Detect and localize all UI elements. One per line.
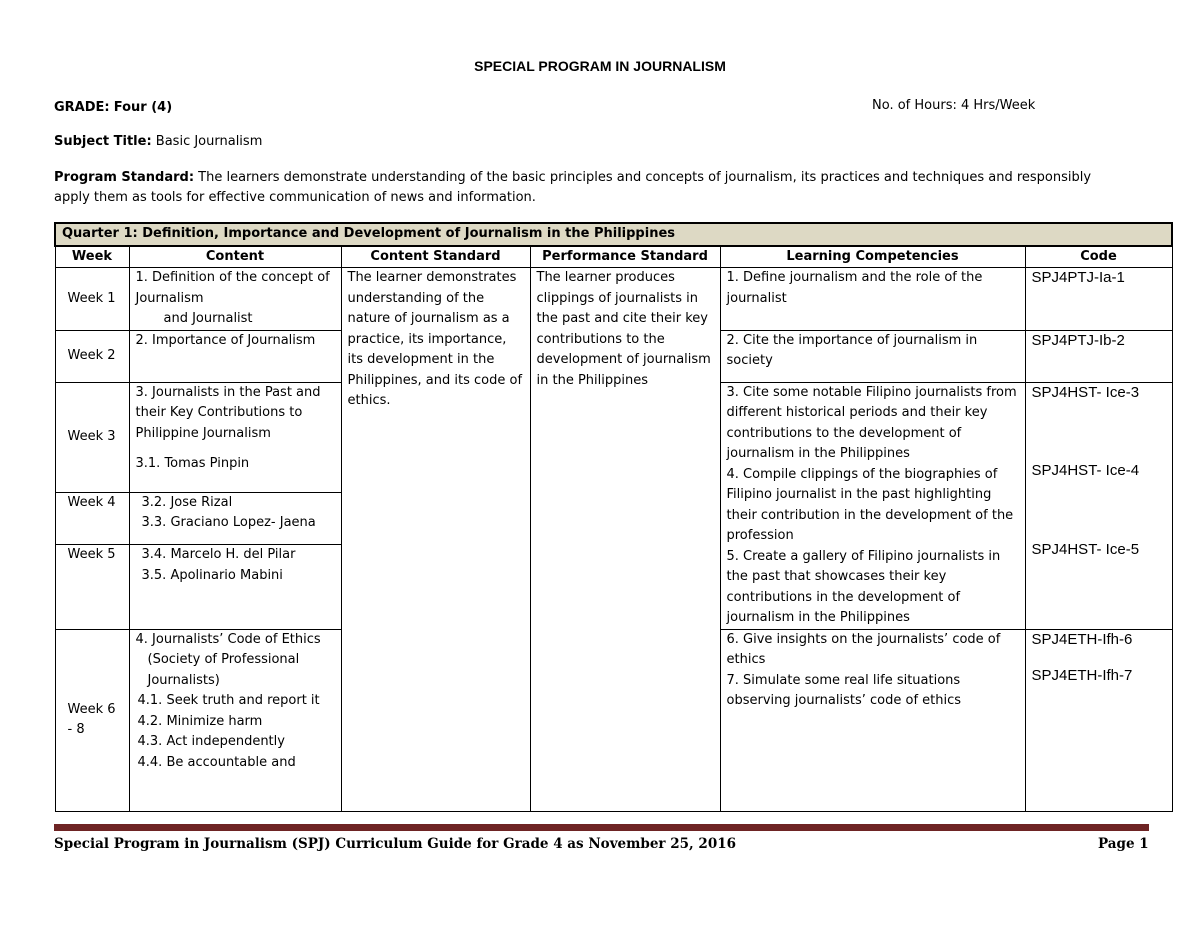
competency-item: 3. Cite some notable Filipino journalists from different historical periods and their key contributions to the development of journalism in the Philippines — [726, 384, 1017, 461]
performance-standard-cell: The learner produces clippings of journalists in the past and cite their key contributions to the development of journalism in the Philippines — [530, 268, 720, 812]
content-line: 1. Definition of the concept of Journalism — [135, 270, 330, 306]
header-code: Code — [1025, 246, 1172, 268]
competency-cell — [720, 629, 1025, 811]
code-item: SPJ4ETH-Ifh-7 — [1031, 667, 1133, 684]
content-cell — [129, 545, 341, 629]
header-week: Week — [55, 246, 129, 268]
week-label: Week 1 — [55, 268, 129, 331]
content-line: 3.3. Graciano Lopez- Jaena — [141, 515, 316, 531]
content-line: 3. Journalists in the Past and their Key Contributions to Philippine Journalism — [135, 384, 321, 441]
competency-cell: 1. Define journalism and the role of the journalist — [720, 268, 1025, 331]
content-standard-cell: The learner demonstrates understanding of the nature of journalism as a practice, its importance, its development in the Philippines, and its code of ethics. — [341, 268, 530, 812]
standard-label: Program Standard: — [54, 170, 195, 185]
subject-line — [54, 132, 262, 152]
week-label: Week 4 — [55, 492, 129, 544]
content-line: 4. Journalists’ Code of Ethics — [135, 631, 321, 647]
grade-label: GRADE: — [54, 100, 110, 115]
code-cell: SPJ4PTJ-Ia-1 — [1025, 268, 1172, 331]
content-cell — [129, 492, 341, 544]
code-item: SPJ4ETH-Ifh-6 — [1031, 630, 1133, 648]
content-line: 4.4. Be accountable and — [137, 754, 296, 770]
standard-value: The learners demonstrate understanding of the basic principles and concepts of journalism, its practices and techniques and responsibly apply them as tools for effective communication of news and information. — [54, 170, 1092, 205]
header-row — [55, 246, 1172, 268]
code-cell — [1025, 629, 1172, 811]
code-item: SPJ4HST- Ice-5 — [1031, 540, 1140, 558]
content-line: 3.5. Apolinario Mabini — [141, 567, 283, 583]
week-label: Week 6 - 8 — [55, 629, 129, 811]
curriculum-table — [54, 222, 1173, 812]
content-cell — [129, 629, 341, 811]
week-label: Week 5 — [55, 545, 129, 629]
week-label: Week 2 — [55, 330, 129, 382]
code-cell: SPJ4PTJ-Ib-2 — [1025, 330, 1172, 382]
content-line: (Society of Professional Journalists) — [147, 652, 300, 688]
quarter-row — [55, 223, 1172, 246]
week-label: Week 3 — [55, 382, 129, 492]
code-item: SPJ4HST- Ice-4 — [1031, 462, 1140, 479]
content-line: 3.4. Marcelo H. del Pilar — [141, 547, 296, 563]
competency-item: 4. Compile clippings of the biographies of Filipino journalist in the past highlighting their contribution in the development of the profession — [726, 466, 1014, 543]
competency-cell: 2. Cite the importance of journalism in society — [720, 330, 1025, 382]
competency-cell — [720, 382, 1025, 629]
header-learning-competencies: Learning Competencies — [720, 246, 1025, 268]
subject-label: Subject Title: — [54, 134, 152, 149]
footer-divider — [54, 824, 1149, 831]
content-line: and Journalist — [163, 311, 253, 326]
subject-value: Basic Journalism — [155, 134, 263, 149]
table-row — [55, 268, 1172, 331]
code-cell — [1025, 382, 1172, 629]
competency-item: 5. Create a gallery of Filipino journalists in the past that showcases their key contributions in the development of journalism in the Philippines — [726, 548, 1001, 625]
content-cell: 2. Importance of Journalism — [129, 330, 341, 382]
content-cell — [129, 268, 341, 331]
code-item: SPJ4HST- Ice-3 — [1031, 383, 1140, 401]
page-title: SPECIAL PROGRAM IN JOURNALISM — [474, 58, 726, 74]
header-content-standard: Content Standard — [341, 246, 530, 268]
content-line: 3.2. Jose Rizal — [141, 494, 233, 510]
header-content: Content — [129, 246, 341, 268]
grade-value: Four (4) — [113, 100, 173, 115]
page-number: Page 1 — [1098, 836, 1149, 852]
competency-item: 6. Give insights on the journalists’ code of ethics — [726, 631, 1001, 667]
content-line: 3.1. Tomas Pinpin — [135, 456, 250, 471]
content-line: 4.3. Act independently — [137, 734, 285, 749]
header-performance-standard: Performance Standard — [530, 246, 720, 268]
footer-text: Special Program in Journalism (SPJ) Curriculum Guide for Grade 4 as November 25, 2016 — [54, 836, 737, 852]
program-standard — [54, 168, 1124, 208]
competency-item: 7. Simulate some real life situations observing journalists’ code of ethics — [726, 672, 962, 708]
content-line: 4.1. Seek truth and report it — [137, 693, 320, 708]
content-cell — [129, 382, 341, 492]
grade-line — [54, 98, 172, 118]
quarter-title: Quarter 1: Definition, Importance and Development of Journalism in the Philippines — [55, 223, 1172, 246]
hours-value: No. of Hours: 4 Hrs/Week — [872, 98, 1036, 113]
content-line: 4.2. Minimize harm — [137, 713, 263, 729]
